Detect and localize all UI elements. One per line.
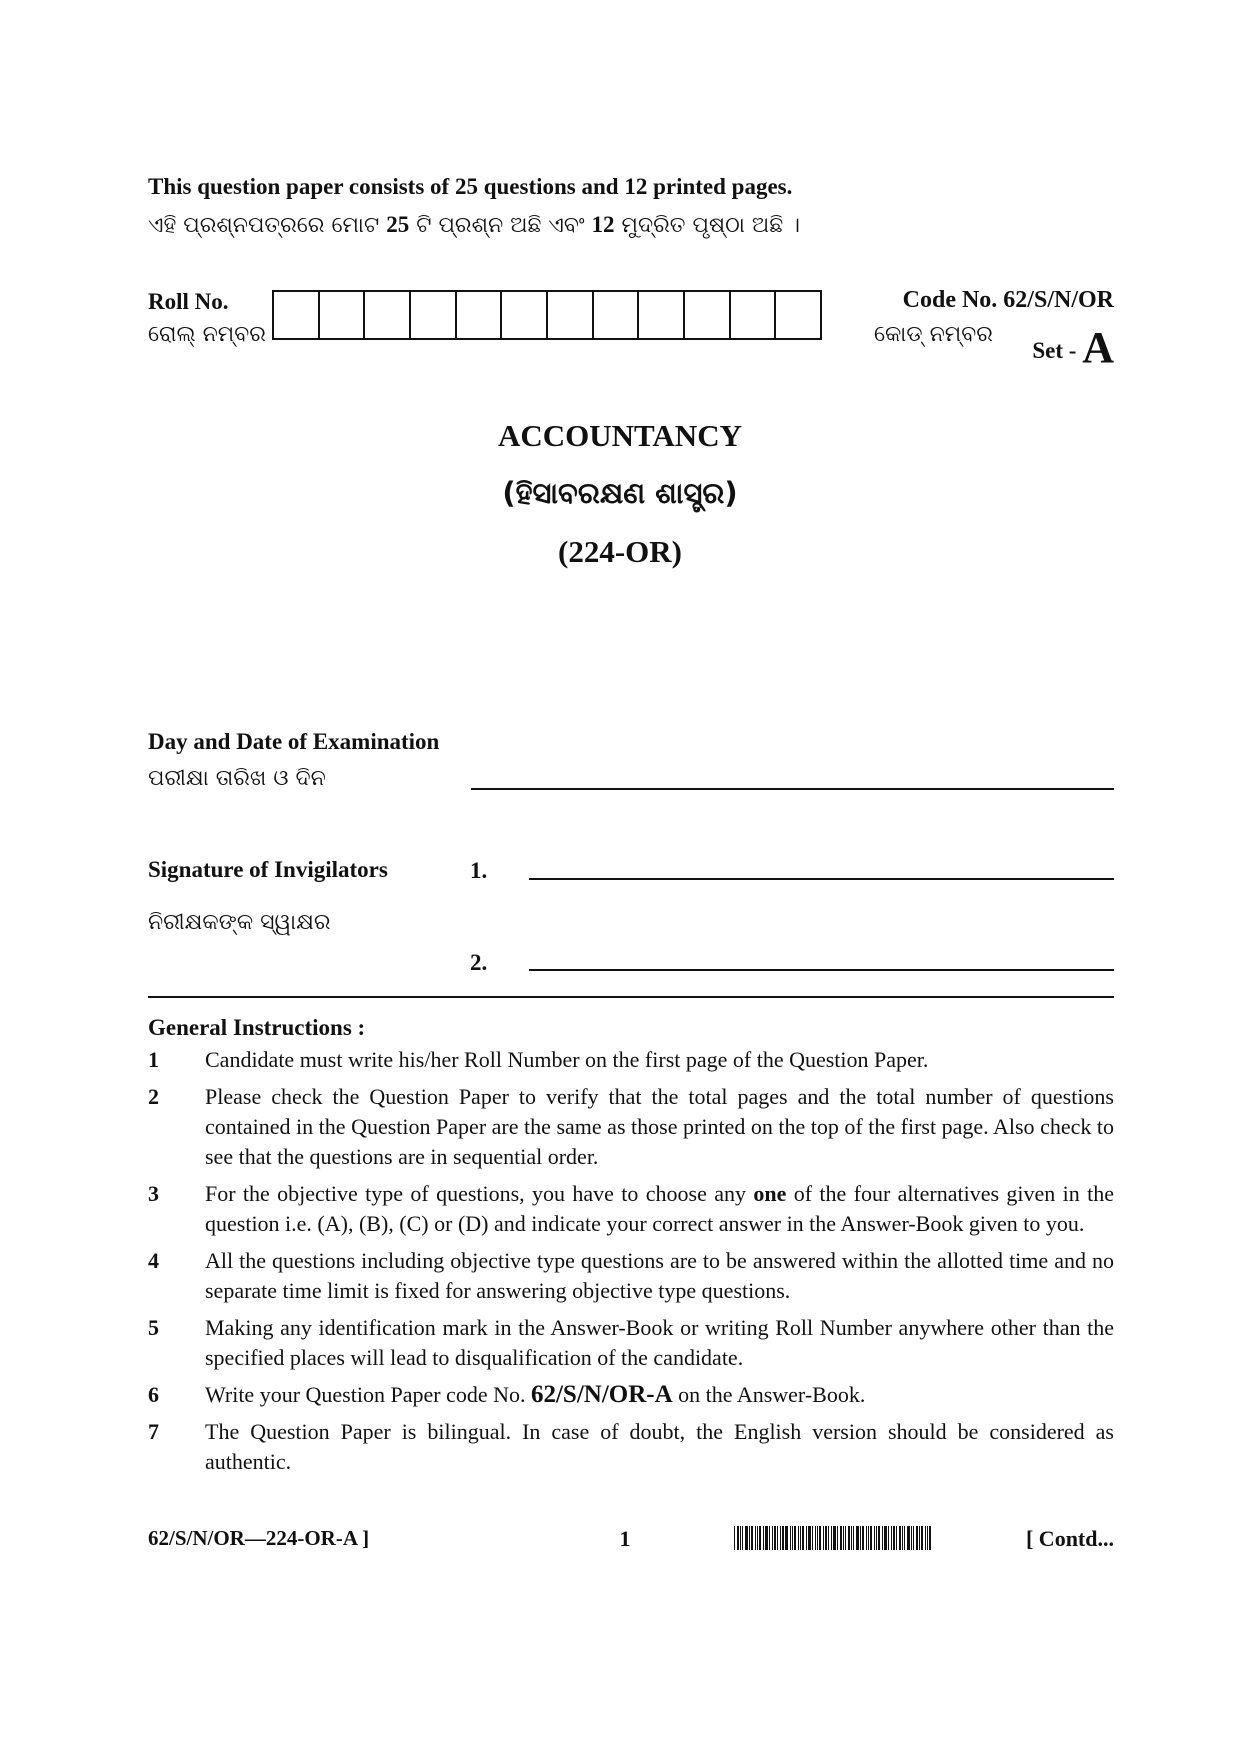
barcode-bar xyxy=(862,1526,864,1550)
instruction-item xyxy=(148,1082,1114,1172)
instruction-number: 2 xyxy=(148,1084,159,1109)
pages-count: 12 xyxy=(591,212,615,237)
footer-paper-code: 62/S/N/OR—224-OR-A ] xyxy=(148,1526,370,1550)
roll-number-box[interactable] xyxy=(683,290,729,340)
instruction-item xyxy=(148,1179,1114,1239)
roll-number-box[interactable] xyxy=(546,290,592,340)
barcode-bar xyxy=(790,1526,791,1550)
instruction-number: 7 xyxy=(148,1419,159,1444)
instructions-list xyxy=(148,1045,1114,1484)
barcode-bar xyxy=(888,1526,889,1550)
subject-title: ACCOUNTANCY xyxy=(498,418,742,453)
invigilator-signature-label-odia: ନିରୀକ୍ଷକଙ୍କ ସ୍ୱାକ୍ଷର xyxy=(148,910,331,935)
barcode-bar xyxy=(749,1526,750,1550)
roll-number-label: Roll No. xyxy=(148,289,229,314)
roll-number-label-odia: ରୋଲ୍ ନମ୍ବର xyxy=(148,322,266,347)
roll-number-box[interactable] xyxy=(455,290,501,340)
roll-number-box[interactable] xyxy=(272,290,318,340)
barcode-bar xyxy=(817,1526,818,1550)
barcode-bar xyxy=(782,1526,784,1550)
barcode-bar xyxy=(876,1526,877,1550)
roll-number-box[interactable] xyxy=(637,290,683,340)
invigilator-1-number: 1. xyxy=(470,858,488,883)
code-number: Code No. 62/S/N/OR xyxy=(902,287,1114,313)
page-number: 1 xyxy=(619,1526,631,1551)
instruction-text: Candidate must write his/her Roll Number on the first page of the Question Paper. xyxy=(205,1047,929,1072)
exam-date-label-odia: ପରୀକ୍ଷା ତାରିଖ ଓ ଦିନ xyxy=(148,766,326,791)
question-paper-code: 62/S/N/OR-A xyxy=(530,1381,673,1408)
pages-info-odia xyxy=(148,212,800,238)
barcode-bar xyxy=(745,1526,748,1550)
continued-marker: [ Contd... xyxy=(1025,1526,1114,1551)
invigilator-2-number: 2. xyxy=(470,950,488,975)
questions-count: 25 xyxy=(386,212,410,237)
barcode-bar xyxy=(819,1526,821,1550)
barcode-bar xyxy=(870,1526,872,1550)
barcode-bar xyxy=(868,1526,869,1550)
invigilator-1-signature-field[interactable] xyxy=(529,878,1114,880)
barcode-bar xyxy=(785,1526,788,1550)
exam-date-field[interactable] xyxy=(471,788,1114,790)
instruction-text-part: of the four alternatives given in the question i.e. (A), (B), (C) or (D) and indicate your correct answer in the Answer-Book given to you. xyxy=(205,1181,1115,1236)
barcode-bar xyxy=(853,1526,854,1550)
barcode-bar xyxy=(800,1526,801,1550)
instruction-number: 5 xyxy=(148,1315,159,1340)
barcode-bar xyxy=(794,1526,796,1550)
barcode-bar xyxy=(921,1526,923,1550)
barcode-bar xyxy=(751,1526,753,1550)
instruction-text xyxy=(205,1179,1114,1239)
barcode-bar xyxy=(823,1526,824,1550)
roll-number-boxes[interactable] xyxy=(272,290,822,340)
barcode-image xyxy=(734,1526,984,1550)
pages-info-odia-part1: ଏହି ପ୍ରଶ୍ନପତ୍ରରେ ମୋଟ xyxy=(148,213,380,238)
instruction-text-part: Write your Question Paper code No. xyxy=(205,1382,526,1407)
instruction-text: All the questions including objective type questions are to be answered within the allotted time and no separate time limit is fixed for answering objective type questions. xyxy=(205,1248,1114,1303)
roll-number-box[interactable] xyxy=(729,290,775,340)
instructions-heading: General Instructions : xyxy=(148,1015,366,1040)
barcode-bar xyxy=(884,1526,887,1550)
barcode-bar xyxy=(769,1526,770,1550)
barcode-bar xyxy=(774,1526,776,1550)
barcode-bar xyxy=(902,1526,903,1550)
instruction-text-part: For the objective type of questions, you have to choose any xyxy=(205,1181,746,1206)
barcode-bar xyxy=(891,1526,892,1550)
barcode-bar xyxy=(896,1526,897,1550)
instruction-text: Please check the Question Paper to verify that the total pages and the total number of questions contained in the Question Paper are the same as those printed on the top of the first page. Also check to see that the questions are in sequential order. xyxy=(205,1084,1114,1169)
barcode-bar xyxy=(913,1526,914,1550)
barcode-bar xyxy=(845,1526,846,1550)
barcode-bar xyxy=(878,1526,880,1550)
barcode-bar xyxy=(806,1526,807,1550)
subject-code: (224-OR) xyxy=(558,534,682,569)
instruction-item xyxy=(148,1313,1114,1373)
instruction-item xyxy=(148,1246,1114,1306)
barcode-bar xyxy=(742,1526,743,1550)
barcode-bar xyxy=(904,1526,905,1550)
pages-info-odia-part3: ମୁଦ୍ରିତ ପୃଷ୍ଠା ଅଛି । xyxy=(621,213,801,238)
barcode-bar xyxy=(848,1526,850,1550)
barcode-bar xyxy=(825,1526,827,1550)
barcode-bar xyxy=(882,1526,883,1550)
barcode-bar xyxy=(808,1526,811,1550)
pages-info-english: This question paper consists of 25 questions and 12 printed pages. xyxy=(148,174,793,199)
instruction-emphasis: one xyxy=(753,1181,787,1206)
barcode-bar xyxy=(772,1526,773,1550)
barcode-bar xyxy=(763,1526,764,1550)
barcode-bar xyxy=(777,1526,778,1550)
barcode-bar xyxy=(755,1526,756,1550)
barcode-bar xyxy=(916,1526,918,1550)
barcode-bar xyxy=(812,1526,813,1550)
instruction-text-part: on the Answer-Book. xyxy=(678,1382,866,1407)
instruction-number: 3 xyxy=(148,1181,159,1206)
roll-number-box[interactable] xyxy=(500,290,546,340)
barcode-bar xyxy=(866,1526,867,1550)
instruction-text: The Question Paper is bilingual. In case of doubt, the English version should be considered as authentic. xyxy=(205,1419,1114,1474)
barcode-bar xyxy=(899,1526,901,1550)
barcode-bar xyxy=(843,1526,844,1550)
barcode-bar xyxy=(802,1526,804,1550)
barcode-bar xyxy=(740,1526,741,1550)
invigilator-2-signature-field[interactable] xyxy=(529,969,1114,971)
roll-number-box[interactable] xyxy=(774,290,822,340)
barcode-bar xyxy=(840,1526,842,1550)
instruction-text xyxy=(205,1380,1114,1410)
barcode-bar xyxy=(759,1526,761,1550)
exam-date-label: Day and Date of Examination xyxy=(148,729,440,754)
barcode-bar xyxy=(925,1526,926,1550)
invigilator-signature-label: Signature of Invigilators xyxy=(148,857,388,882)
barcode-bar xyxy=(851,1526,852,1550)
roll-number-box[interactable] xyxy=(363,290,409,340)
set-label xyxy=(1032,322,1114,373)
barcode-bar xyxy=(734,1526,735,1550)
barcode-bar xyxy=(927,1526,928,1550)
instruction-number: 1 xyxy=(148,1047,159,1072)
set-prefix: Set - xyxy=(1032,338,1077,363)
barcode-bar xyxy=(911,1526,912,1550)
barcode-bar xyxy=(929,1526,931,1550)
roll-number-box[interactable] xyxy=(592,290,638,340)
pages-info-odia-part2: ଟି ପ୍ରଶ୍ନ ଅଛି ଏବଂ xyxy=(416,213,585,238)
barcode-bar xyxy=(919,1526,920,1550)
barcode-bar xyxy=(874,1526,875,1550)
barcode-bar xyxy=(893,1526,895,1550)
barcode-bar xyxy=(815,1526,816,1550)
instruction-text: Making any identification mark in the Answer-Book or writing Roll Number anywhere other than the specified places will lead to disqualification of the candidate. xyxy=(205,1315,1114,1370)
barcode-bar xyxy=(798,1526,799,1550)
barcode-bar xyxy=(792,1526,793,1550)
barcode-bar xyxy=(833,1526,836,1550)
barcode-bar xyxy=(907,1526,910,1550)
barcode-bar xyxy=(757,1526,758,1550)
code-number-label-odia: କୋଡ୍ ନମ୍ବର xyxy=(874,322,993,347)
barcode-bar xyxy=(737,1526,739,1550)
instruction-item xyxy=(148,1417,1114,1477)
barcode-bar xyxy=(828,1526,829,1550)
instruction-item xyxy=(148,1045,1114,1075)
section-divider xyxy=(148,996,1114,998)
instruction-number: 6 xyxy=(148,1382,159,1407)
barcode-bar xyxy=(860,1526,861,1550)
roll-number-box[interactable] xyxy=(409,290,455,340)
barcode-bar xyxy=(856,1526,859,1550)
subject-title-odia: (ହିସାବରକ୍ଷଣ ଶାସ୍ତ୍ର) xyxy=(502,476,738,510)
roll-number-box[interactable] xyxy=(318,290,364,340)
barcode-bar xyxy=(831,1526,832,1550)
barcode-bar xyxy=(765,1526,768,1550)
instruction-item xyxy=(148,1380,1114,1410)
barcode-bar xyxy=(780,1526,781,1550)
set-letter: A xyxy=(1082,323,1114,372)
barcode-bar xyxy=(837,1526,838,1550)
instruction-number: 4 xyxy=(148,1248,159,1273)
